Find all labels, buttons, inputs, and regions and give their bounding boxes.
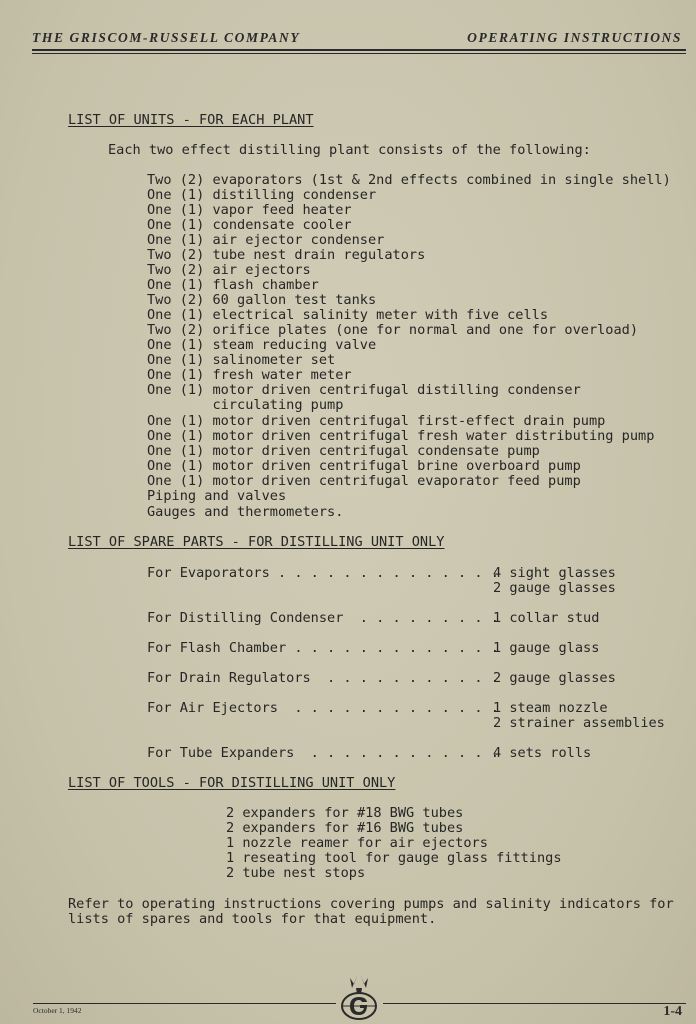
footer-date: October 1, 1942 xyxy=(33,1006,82,1015)
units-intro: Each two effect distilling plant consists of the following: xyxy=(108,142,591,158)
list-item: 2 tube nest stops xyxy=(226,865,366,881)
list-item: One (1) electrical salinity meter with five cells xyxy=(147,307,549,323)
list-item: Gauges and thermometers. xyxy=(147,504,344,520)
list-item: circulating pump xyxy=(147,397,344,413)
spare-row-label: For Distilling Condenser . . . . . . . . . xyxy=(147,610,499,626)
spare-row-value: 2 gauge glasses xyxy=(493,670,616,686)
spares-heading: LIST OF SPARE PARTS - FOR DISTILLING UNIT ONLY xyxy=(68,534,445,550)
spare-row-value: 1 gauge glass xyxy=(493,640,600,656)
list-item: One (1) condensate cooler xyxy=(147,217,352,233)
list-item: One (1) salinometer set xyxy=(147,352,336,368)
closing-line: lists of spares and tools for that equipment. xyxy=(68,911,437,927)
list-item: Two (2) evaporators (1st & 2nd effects combined in single shell) xyxy=(147,172,671,188)
page-header xyxy=(32,30,682,48)
spare-row-value: 1 steam nozzle xyxy=(493,700,608,716)
list-item: Piping and valves xyxy=(147,488,287,504)
list-item: 1 reseating tool for gauge glass fittings xyxy=(226,850,562,866)
list-item: One (1) steam reducing valve xyxy=(147,337,377,353)
list-item: Two (2) air ejectors xyxy=(147,262,311,278)
list-item: Two (2) tube nest drain regulators xyxy=(147,247,426,263)
spare-row-value: 4 sets rolls xyxy=(493,745,592,761)
footer-rule-left xyxy=(33,1003,336,1004)
footer-rule-right xyxy=(383,1003,686,1004)
spare-row-value: 2 gauge glasses xyxy=(493,580,616,596)
list-item: One (1) motor driven centrifugal fresh water distributing pump xyxy=(147,428,655,444)
spare-row-label: For Drain Regulators . . . . . . . . . . . xyxy=(147,670,499,686)
list-item: One (1) motor driven centrifugal condensate pump xyxy=(147,443,540,459)
spare-row-value: 2 strainer assemblies xyxy=(493,715,665,731)
list-item: One (1) motor driven centrifugal distilling condenser xyxy=(147,382,581,398)
list-item: One (1) motor driven centrifugal evaporator feed pump xyxy=(147,473,581,489)
spare-row-label: For Tube Expanders . . . . . . . . . . . . xyxy=(147,745,499,761)
spare-row-value: 4 sight glasses xyxy=(493,565,616,581)
closing-line: Refer to operating instructions covering pumps and salinity indicators for xyxy=(68,896,674,912)
list-item: One (1) motor driven centrifugal brine overboard pump xyxy=(147,458,581,474)
list-item: Two (2) 60 gallon test tanks xyxy=(147,292,377,308)
page-number: 1-4 xyxy=(663,1004,682,1019)
tools-heading: LIST OF TOOLS - FOR DISTILLING UNIT ONLY xyxy=(68,775,396,791)
list-item: 2 expanders for #16 BWG tubes xyxy=(226,820,464,836)
header-rule-thin xyxy=(32,53,686,54)
spare-row-value: 1 collar stud xyxy=(493,610,600,626)
spare-row-label: For Evaporators . . . . . . . . . . . . . . xyxy=(147,565,499,581)
list-item: One (1) flash chamber xyxy=(147,277,319,293)
units-heading: LIST OF UNITS - FOR EACH PLANT xyxy=(68,112,314,128)
list-item: One (1) fresh water meter xyxy=(147,367,352,383)
header-rule-thick xyxy=(32,49,686,51)
spare-row-label: For Flash Chamber . . . . . . . . . . . . . xyxy=(147,640,499,656)
company-name: THE GRISCOM-RUSSELL COMPANY xyxy=(32,30,301,45)
list-item: One (1) air ejector condenser xyxy=(147,232,385,248)
list-item: One (1) vapor feed heater xyxy=(147,202,352,218)
section-title: OPERATING INSTRUCTIONS xyxy=(467,30,682,45)
list-item: One (1) motor driven centrifugal first-effect drain pump xyxy=(147,413,606,429)
list-item: Two (2) orifice plates (one for normal and one for overload) xyxy=(147,322,639,338)
company-logo-icon xyxy=(336,972,382,1022)
list-item: 2 expanders for #18 BWG tubes xyxy=(226,805,464,821)
list-item: 1 nozzle reamer for air ejectors xyxy=(226,835,488,851)
list-item: One (1) distilling condenser xyxy=(147,187,377,203)
spare-row-label: For Air Ejectors . . . . . . . . . . . . . xyxy=(147,700,499,716)
